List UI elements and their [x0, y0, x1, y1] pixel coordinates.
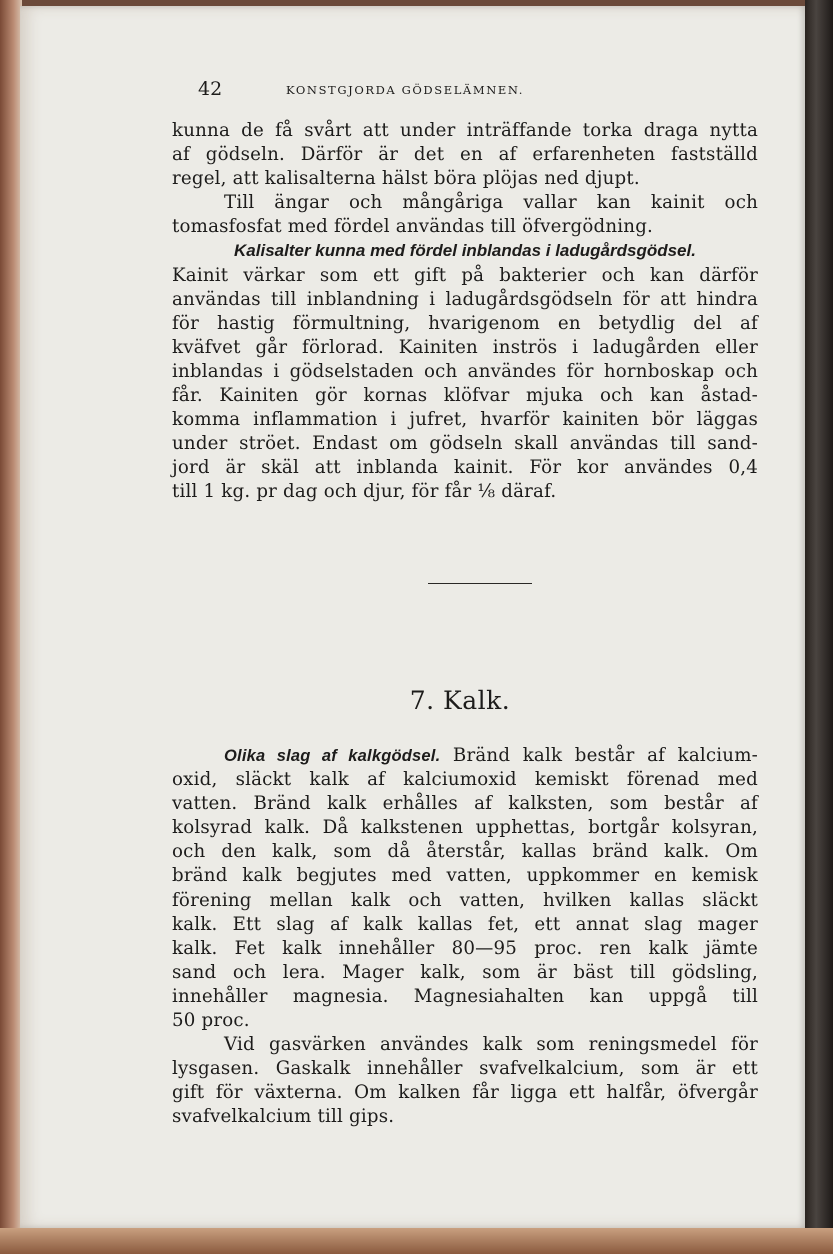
section-kalisalter-intro — [172, 119, 758, 505]
text-line: och den kalk, som då återstår, kallas bränd kalk. Om — [172, 841, 758, 863]
running-title: KONSTGJORDA GÖDSELÄMNEN. — [286, 83, 525, 97]
text-line: oxid, släckt kalk af kalciumoxid kemiskt förenad med — [172, 769, 758, 791]
text-line: 50 proc. — [172, 1010, 250, 1032]
text-line: förening mellan kalk och vatten, hvilken kallas släckt — [172, 889, 758, 911]
text-line: Till ängar och mångåriga vallar kan kainit och — [224, 192, 758, 214]
text-line: lysgasen. Gaskalk innehåller svafvelkalcium, som är ett — [172, 1058, 758, 1080]
text-line: kväfvet går förlorad. Kainiten inströs i ladugården eller — [172, 336, 758, 358]
text-line: till 1 kg. pr dag och djur, för får ⅛ däraf. — [172, 481, 557, 503]
text-line: svafvelkalcium till gips. — [172, 1106, 395, 1128]
text-line: komma inflammation i jufret, hvarför kainiten bör läggas — [172, 409, 758, 431]
text-line: kalk. Fet kalk innehåller 80—95 proc. ren kalk jämte — [172, 937, 758, 959]
text-line: tomasfosfat med fördel användas till öfvergödning. — [172, 216, 654, 238]
text-line: Kainit värkar som ett gift på bakterier och kan därför — [172, 264, 758, 286]
text-line: får. Kainiten gör kornas klöfvar mjuka och kan åstad- — [172, 385, 758, 407]
text-line: regel, att kalisalterna hälst böra plöjas ned djupt. — [172, 168, 640, 190]
text-line: Vid gasvärken användes kalk som reningsmedel för — [224, 1034, 758, 1056]
text-line — [172, 744, 758, 768]
inline-heading-olika-slag: Olika slag af kalkgödsel. — [224, 747, 441, 765]
page-header — [198, 78, 778, 102]
subsection-heading-kalisalter: Kalisalter kunna med fördel inblandas i ladugårdsgödsel. — [234, 241, 696, 261]
text-line: af gödseln. Därför är det en af erfarenheten fastställd — [172, 144, 758, 166]
text-line: användas till inblandning i ladugårdsgödseln för att hindra — [172, 288, 758, 310]
section-kalk-body — [172, 744, 758, 1130]
text-line: gift för växterna. Om kalken får ligga ett halfår, öfvergår — [172, 1082, 758, 1104]
text-line: jord är skäl att inblanda kainit. För kor användes 0,4 — [172, 457, 758, 479]
text-line: för hastig förmultning, hvarigenom en betydlig del af — [172, 312, 758, 334]
section-divider — [428, 583, 532, 584]
text-line: kolsyrad kalk. Då kalkstenen upphettas, bortgår kolsyran, — [172, 817, 758, 839]
book-bottom-edge — [0, 1228, 833, 1254]
text-line: inblandas i gödselstaden och användes för hornboskap och — [172, 360, 758, 382]
text-line: innehåller magnesia. Magnesiahalten kan uppgå till — [172, 985, 758, 1007]
text-line: under ströet. Endast om gödseln skall användas till sand- — [172, 433, 758, 455]
text-line: bränd kalk begjutes med vatten, uppkommer en kemisk — [172, 865, 758, 887]
text-line: kunna de få svårt att under inträffande torka draga nytta — [172, 120, 758, 141]
book-spine-left — [0, 0, 22, 1254]
section-title-kalk: 7. Kalk. — [409, 686, 511, 715]
text-line: kalk. Ett slag af kalk kallas fet, ett annat slag mager — [172, 913, 758, 935]
text-line: vatten. Bränd kalk erhålles af kalksten, som består af — [172, 793, 758, 815]
inline-text: Bränd kalk består af kalcium- — [440, 745, 758, 766]
book-page — [20, 6, 805, 1228]
book-cover-right — [805, 0, 833, 1254]
page-number: 42 — [198, 78, 223, 100]
text-line: sand och lera. Mager kalk, som är bäst till gödsling, — [172, 961, 758, 983]
